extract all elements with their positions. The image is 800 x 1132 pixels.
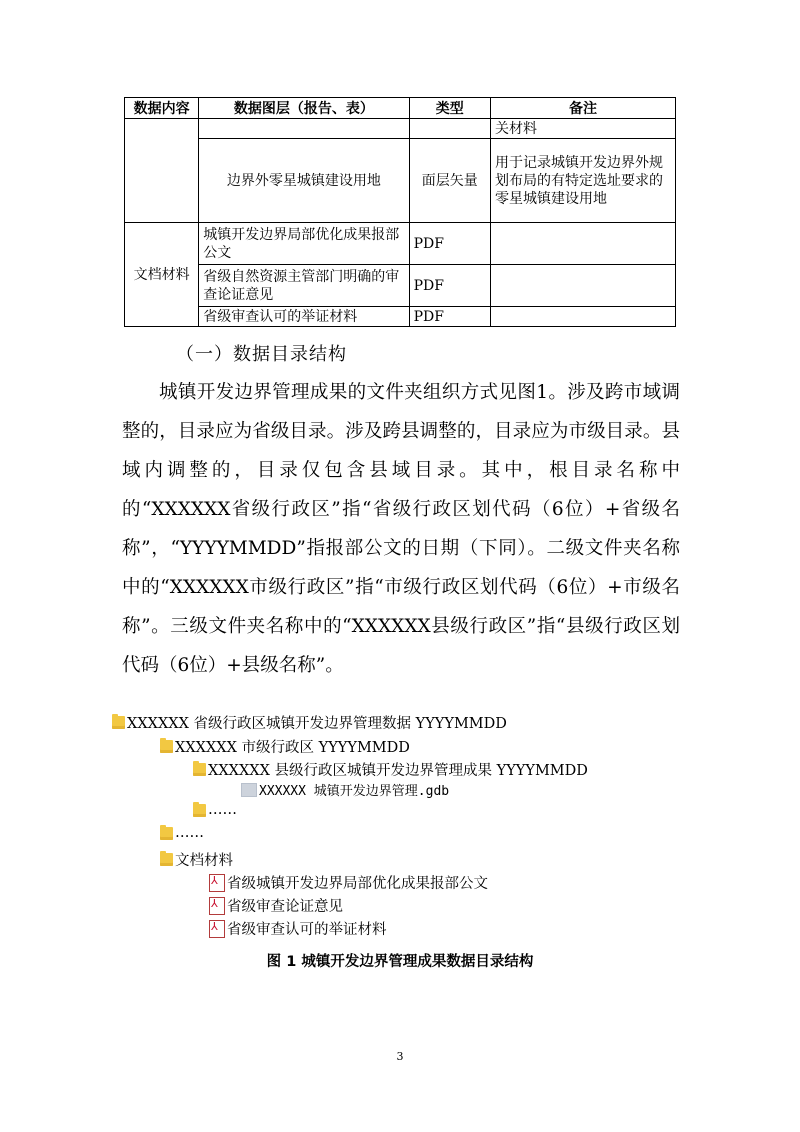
tree-ellipsis-label: …… [175, 825, 204, 841]
tree-root-label: XXXXXX 省级行政区城镇开发边界管理数据 YYYYMMDD [127, 716, 507, 732]
tree-ellipsis-county [193, 802, 237, 818]
table-cell-note [490, 223, 675, 265]
table-cell-layer: 城镇开发边界局部优化成果报部公文 [199, 223, 409, 265]
body-paragraph: 城镇开发边界管理成果的文件夹组织方式见图1。涉及跨市域调整的，目录应为省级目录。涉及跨县调整的，目录应为市级目录。县域内调整的，目录仅包含县域目录。其中，根目录名称中的“XXXXXX省级行政区”指“省级行政区划代码（6位）+省级名称”，“YYYYMMDD”指报部公文的日期（下同）。二级文件夹名称中的“XXXXXX市级行政区”指“市级行政区划代码（6位）+市级名称”。三级文件夹名称中的“XXXXXX县级行政区”指“县级行政区划代码（6位）+县级名称”。 [122, 382, 680, 676]
data-table [124, 97, 676, 327]
folder-icon [160, 827, 173, 840]
table-cell-note: 用于记录城镇开发边界外规划布局的有特定选址要求的零星城镇建设用地 [490, 139, 675, 223]
table-cell-note: 关材料 [490, 119, 675, 139]
header-data-content: 数据内容 [125, 98, 199, 119]
tree-county-label: XXXXXX 县级行政区城镇开发边界管理成果 YYYYMMDD [208, 763, 588, 779]
table-cell-note [490, 307, 675, 327]
figure-caption: 图 1 城镇开发边界管理成果数据目录结构 [266, 954, 534, 970]
tree-gdb-label: XXXXXX 城镇开发边界管理.gdb [259, 784, 450, 799]
tree-ellipsis-city [160, 825, 204, 841]
table-header-row [125, 98, 676, 119]
tree-gdb-item [241, 780, 449, 799]
tree-pdf-file [209, 872, 488, 893]
pdf-icon [209, 874, 225, 892]
table-cell-type: PDF [409, 265, 490, 307]
tree-pdf-label: 省级审查论证意见 [227, 899, 343, 915]
folder-icon [193, 763, 206, 776]
folder-icon [112, 716, 125, 729]
table-row [125, 119, 676, 139]
table-cell-layer: 省级审查认可的举证材料 [199, 307, 409, 327]
tree-county-folder [193, 759, 588, 780]
tree-docs-folder [160, 849, 233, 870]
pdf-icon [209, 920, 225, 938]
header-type: 类型 [409, 98, 490, 119]
tree-pdf-file [209, 918, 387, 939]
table-cell-layer: 边界外零星城镇建设用地 [199, 139, 409, 223]
pdf-icon [209, 897, 225, 915]
header-data-layer: 数据图层（报告、表） [199, 98, 409, 119]
folder-icon [160, 740, 173, 753]
tree-city-label: XXXXXX 市级行政区 YYYYMMDD [175, 740, 410, 756]
table-cell-empty [125, 119, 199, 223]
table-row [125, 223, 676, 265]
table-cell [199, 119, 409, 139]
section-heading: （一）数据目录结构 [176, 344, 347, 365]
tree-pdf-label: 省级审查认可的举证材料 [227, 922, 387, 938]
table-cell-group: 文档材料 [125, 223, 199, 327]
table-cell-type: PDF [409, 307, 490, 327]
database-icon [241, 783, 257, 797]
table-cell-note [490, 265, 675, 307]
folder-icon [193, 804, 206, 817]
table-cell [409, 119, 490, 139]
table-cell-type: PDF [409, 223, 490, 265]
folder-icon [160, 853, 173, 866]
table-row [125, 265, 676, 307]
table-row [125, 307, 676, 327]
page-number: 3 [396, 1050, 404, 1063]
tree-pdf-file [209, 895, 343, 916]
tree-pdf-label: 省级城镇开发边界局部优化成果报部公文 [227, 876, 488, 892]
tree-docs-label: 文档材料 [175, 853, 233, 869]
tree-ellipsis-label: …… [208, 802, 237, 818]
tree-root-folder [112, 712, 507, 733]
table-cell-layer: 省级自然资源主管部门明确的审查论证意见 [199, 265, 409, 307]
header-note: 备注 [490, 98, 675, 119]
table-row [125, 139, 676, 223]
tree-city-folder [160, 736, 410, 757]
table-cell-type: 面层矢量 [409, 139, 490, 223]
